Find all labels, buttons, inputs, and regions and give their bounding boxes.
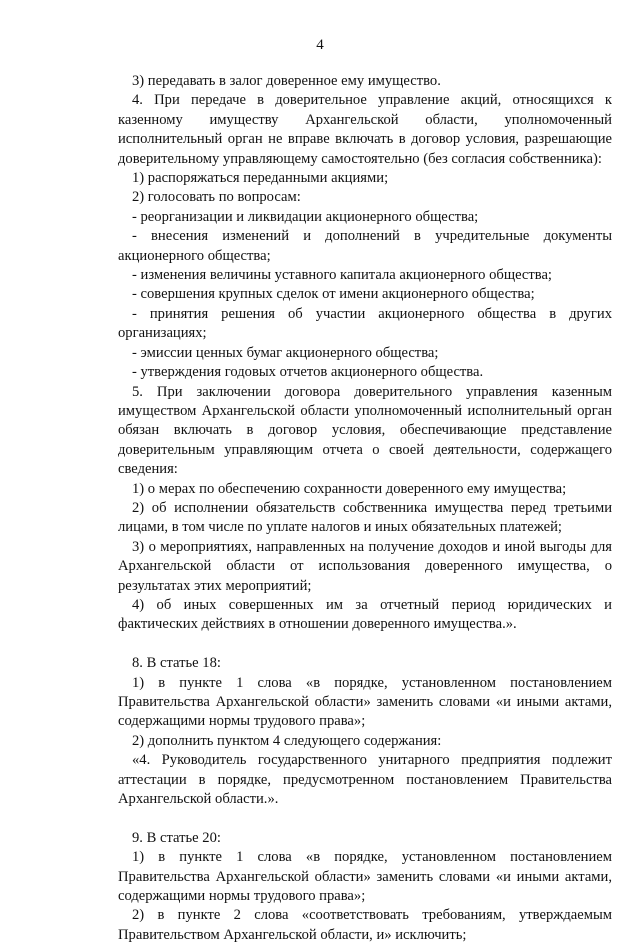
paragraph: 9. В статье 20: — [132, 829, 221, 846]
paragraph: - реорганизации и ликвидации акционерного общества; — [132, 208, 479, 225]
paragraph: «4. Руководитель государственного унитарного предприятия подлежит аттестации в порядке, предусмотренном постановлением Правительства Архангельской области.». — [118, 752, 612, 808]
paragraph: 3) передавать в залог доверенное ему имущество. — [132, 73, 441, 89]
paragraph: 2) голосовать по вопросам: — [132, 189, 301, 206]
paragraph: 8. В статье 18: — [132, 655, 221, 672]
paragraph: - внесения изменений и дополнений в учредительные документы акционерного общества; — [118, 228, 612, 264]
paragraph: 5. При заключении договора доверительного управления казенным имуществом Архангельской области уполномоченный исполнительный орган обязан включать в договор условия, обеспечивающие представление доверительным управляющим отчета о своей деятельности, содержащего сведения: — [118, 383, 612, 478]
paragraph: 3) о мероприятиях, направленных на получение доходов и иной выгоды для Архангельской области от использования доверенного имущества, о результатах этих мероприятий; — [118, 538, 612, 594]
paragraph: 1) распоряжаться переданными акциями; — [132, 170, 389, 187]
paragraph: - принятия решения об участии акционерного общества в других организациях; — [118, 305, 612, 342]
paragraph: 1) о мерах по обеспечению сохранности доверенного ему имущества; — [132, 480, 567, 497]
document-body — [118, 72, 612, 945]
paragraph: - эмиссии ценных бумаг акционерного общества; — [132, 344, 439, 361]
paragraph: 4) об иных совершенных им за отчетный период юридических и фактических действиях в отношении доверенного имущества.». — [118, 596, 612, 633]
paragraph: 1) в пункте 1 слова «в порядке, установленном постановлением Правительства Архангельской области» заменить словами «и иными актами, содержащими нормы трудового права»; — [118, 849, 612, 905]
paragraph: 1) в пункте 1 слова «в порядке, установленном постановлением Правительства Архангельской области» заменить словами «и иными актами, содержащими нормы трудового права»; — [118, 674, 612, 730]
paragraph: 2) в пункте 2 слова «соответствовать требованиям, утверждаемым Правительством Архангельской области, и» исключить; — [118, 907, 612, 943]
page-number: 4 — [316, 37, 324, 53]
paragraph: 2) об исполнении обязательств собственника имущества перед третьими лицами, в том числе по уплате налогов и иных обязательных платежей; — [118, 499, 612, 536]
paragraph: 2) дополнить пунктом 4 следующего содержания: — [132, 732, 442, 749]
paragraph: - утверждения годовых отчетов акционерного общества. — [132, 364, 484, 381]
paragraph: - совершения крупных сделок от имени акционерного общества; — [132, 286, 535, 303]
paragraph: - изменения величины уставного капитала акционерного общества; — [132, 267, 552, 284]
paragraph: 4. При передаче в доверительное управление акций, относящихся к казенному имуществу Архангельской области, уполномоченный исполнительный орган не вправе включать в договор условия, разрешающие доверительному управляющему самостоятельно (без согласия собственника): — [118, 92, 612, 167]
